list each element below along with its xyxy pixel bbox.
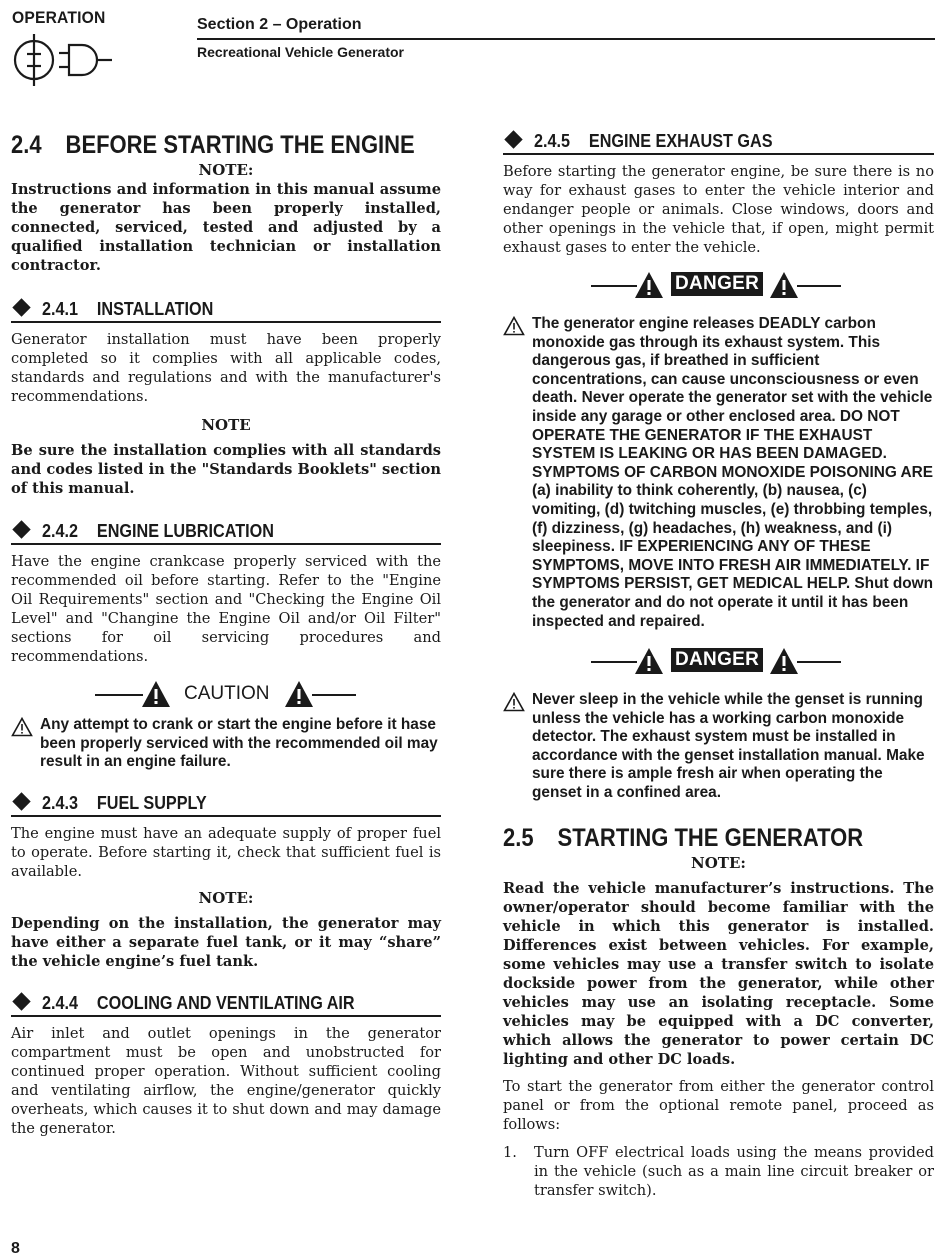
subsection-number: 2.4.5 [534, 131, 571, 151]
section-subtitle: Recreational Vehicle Generator [197, 44, 404, 60]
note-text: Depending on the installation, the generator may have either a separate fuel tank, or it may “share” the vehicle engine’s fuel tank. [11, 914, 441, 970]
diamond-icon [12, 992, 30, 1010]
warning-triangle-icon [769, 647, 799, 675]
note-label: NOTE: [198, 161, 254, 179]
caution-icon [503, 692, 525, 712]
list-item [503, 1143, 934, 1200]
body-text: Air inlet and outlet openings in the generator compartment must be open and unobstructed for continued proper operation. Without sufficient cooling and ventilating airflow, the engine/generator quickly overheats, which causes it to shut down and may damage the generator. [11, 1024, 441, 1137]
subsection-heading-2-4-2 [11, 520, 441, 545]
warning-triangle-icon [141, 680, 171, 708]
subsection-heading-2-4-4 [11, 992, 441, 1017]
warning-triangle-icon [634, 647, 664, 675]
right-column [503, 130, 934, 1200]
steps-list [503, 1143, 934, 1200]
danger-text: The generator engine releases DEADLY carbon monoxide gas through its exhaust system. This dangerous gas, if breathed in sufficient concentrations, can cause unconsciousness or even death. Never operate the generator set with the vehicle inside any garage or other enclosed area. DO NOT OPERATE THE GENERATOR IF THE EXHAUST SYSTEM IS LEAKING OR HAS BEEN DAMAGED. SYMPTOMS OF CARBON MONOXIDE POISONING ARE (a) inability to think coherently, (b) nausea, (c) vomiting, (d) twitching muscles, (e) throbbing temples, (f) dizziness, (g) headaches, (h) weakness, and (i) sleepiness. IF EXPERIENCING ANY OF THESE SYMPTOMS, MOVE INTO FRESH AIR IMMEDIATELY. IF SYMPTOMS PERSIST, GET MEDICAL HELP. Shut down the generator and do not operate it until it has been inspected and repaired. [532, 315, 934, 630]
plug-icon [12, 34, 122, 94]
operation-logo [12, 8, 122, 93]
subsection-number: 2.4.4 [42, 992, 79, 1013]
left-column [11, 130, 441, 1138]
danger-banner [503, 269, 934, 303]
body-text: Generator installation must have been properly completed so it complies with all applicable codes, standards and regulations and with the manufacturer's recommendations. [11, 331, 441, 405]
body-text: To start the generator from either the generator control panel or from the optional remote panel, proceed as follows: [503, 1077, 934, 1133]
section-heading-2-5 [503, 823, 882, 853]
subsection-heading-2-4-5 [503, 130, 934, 155]
subsection-heading-2-4-1 [11, 298, 441, 323]
note-text: Be sure the installation complies with all standards and codes listed in the "Standards Booklets" section of this manual. [11, 442, 441, 497]
note-text: Read the vehicle manufacturer’s instructions. The owner/operator should become familiar with the vehicle in which this generator is installed. Differences exist between vehicles. For example, some vehicles may use a transfer switch to isolate dockside power from the generator, while other vehicles may use an isolating receptacle. Some vehicles may be equipped with a DC converter, which allows the generator to power certain DC lighting and other DC loads. [503, 879, 934, 1068]
diamond-icon [12, 792, 30, 810]
caution-text: Any attempt to crank or start the engine before it hase been properly serviced with the recommended oil may result in an engine failure. [40, 716, 438, 771]
caution-message [11, 716, 441, 772]
subsection-title: INSTALLATION [96, 299, 214, 319]
subsection-title: COOLING AND VENTILATING AIR [96, 992, 355, 1013]
danger-label: DANGER [671, 272, 763, 296]
danger-text: Never sleep in the vehicle while the genset is running unless the vehicle has a working carbon monoxide detector. The exhaust system must be installed in accordance with the genset installation manual. Make sure there is ample fresh air when operating the genset in a confined area. [532, 691, 925, 802]
section-title: Section 2 – Operation [197, 16, 935, 40]
warning-triangle-icon [284, 680, 314, 708]
body-text: The engine must have an adequate supply of proper fuel to operate. Before starting it, check that sufficient fuel is available. [11, 824, 441, 880]
note-label: NOTE: [691, 853, 746, 872]
body-text: Have the engine crankcase properly serviced with the recommended oil before starting. Refer to the "Engine Oil Requirements" section and "Checking the Engine Oil Level" and "Changine the Engine Oil and/or Oil Filter" sections for oil servicing procedures and recommendations. [11, 553, 441, 665]
caution-banner [11, 678, 441, 712]
page-header [197, 16, 935, 60]
caution-icon [11, 717, 33, 737]
subsection-title: FUEL SUPPLY [96, 792, 207, 813]
danger-message [503, 315, 934, 631]
danger-banner [503, 645, 934, 679]
subsection-heading-2-4-3 [11, 792, 441, 817]
warning-triangle-icon [769, 271, 799, 299]
section-number: 2.4 [11, 131, 42, 159]
danger-label: DANGER [671, 648, 763, 672]
step-text: Turn OFF electrical loads using the means provided in the vehicle (such as a main line circuit breaker or transfer switch). [534, 1143, 934, 1199]
section-heading-2-4 [11, 130, 415, 160]
danger-message [503, 691, 934, 803]
caution-icon [503, 316, 525, 336]
note-text: Instructions and information in this manual assume the generator has been properly installed, connected, serviced, tested and adjusted by a qualified installation technician or installation contractor. [11, 181, 441, 274]
subsection-number: 2.4.2 [42, 521, 79, 541]
diamond-icon [504, 130, 522, 148]
step-number: 1. [503, 1143, 517, 1161]
section-number: 2.5 [503, 823, 534, 852]
diamond-icon [12, 298, 30, 316]
caution-label: CAUTION [184, 683, 270, 704]
note-label: NOTE [201, 416, 251, 434]
subsection-title: ENGINE EXHAUST GAS [588, 131, 773, 151]
subsection-title: ENGINE LUBRICATION [96, 521, 274, 541]
section-title-text: BEFORE STARTING THE ENGINE [65, 131, 415, 159]
note-label: NOTE: [198, 888, 254, 907]
body-text: Before starting the generator engine, be sure there is no way for exhaust gases to enter the vehicle interior and endanger people or animals. Close windows, doors and other openings in the vehicle that, if open, might permit exhaust gases to enter the vehicle. [503, 163, 934, 256]
subsection-number: 2.4.1 [42, 299, 79, 319]
subsection-number: 2.4.3 [42, 792, 79, 813]
section-title-text: STARTING THE GENERATOR [557, 823, 864, 852]
logo-label: OPERATION [12, 8, 106, 27]
diamond-icon [12, 520, 30, 538]
warning-triangle-icon [634, 271, 664, 299]
page-number: 8 [11, 1240, 20, 1257]
